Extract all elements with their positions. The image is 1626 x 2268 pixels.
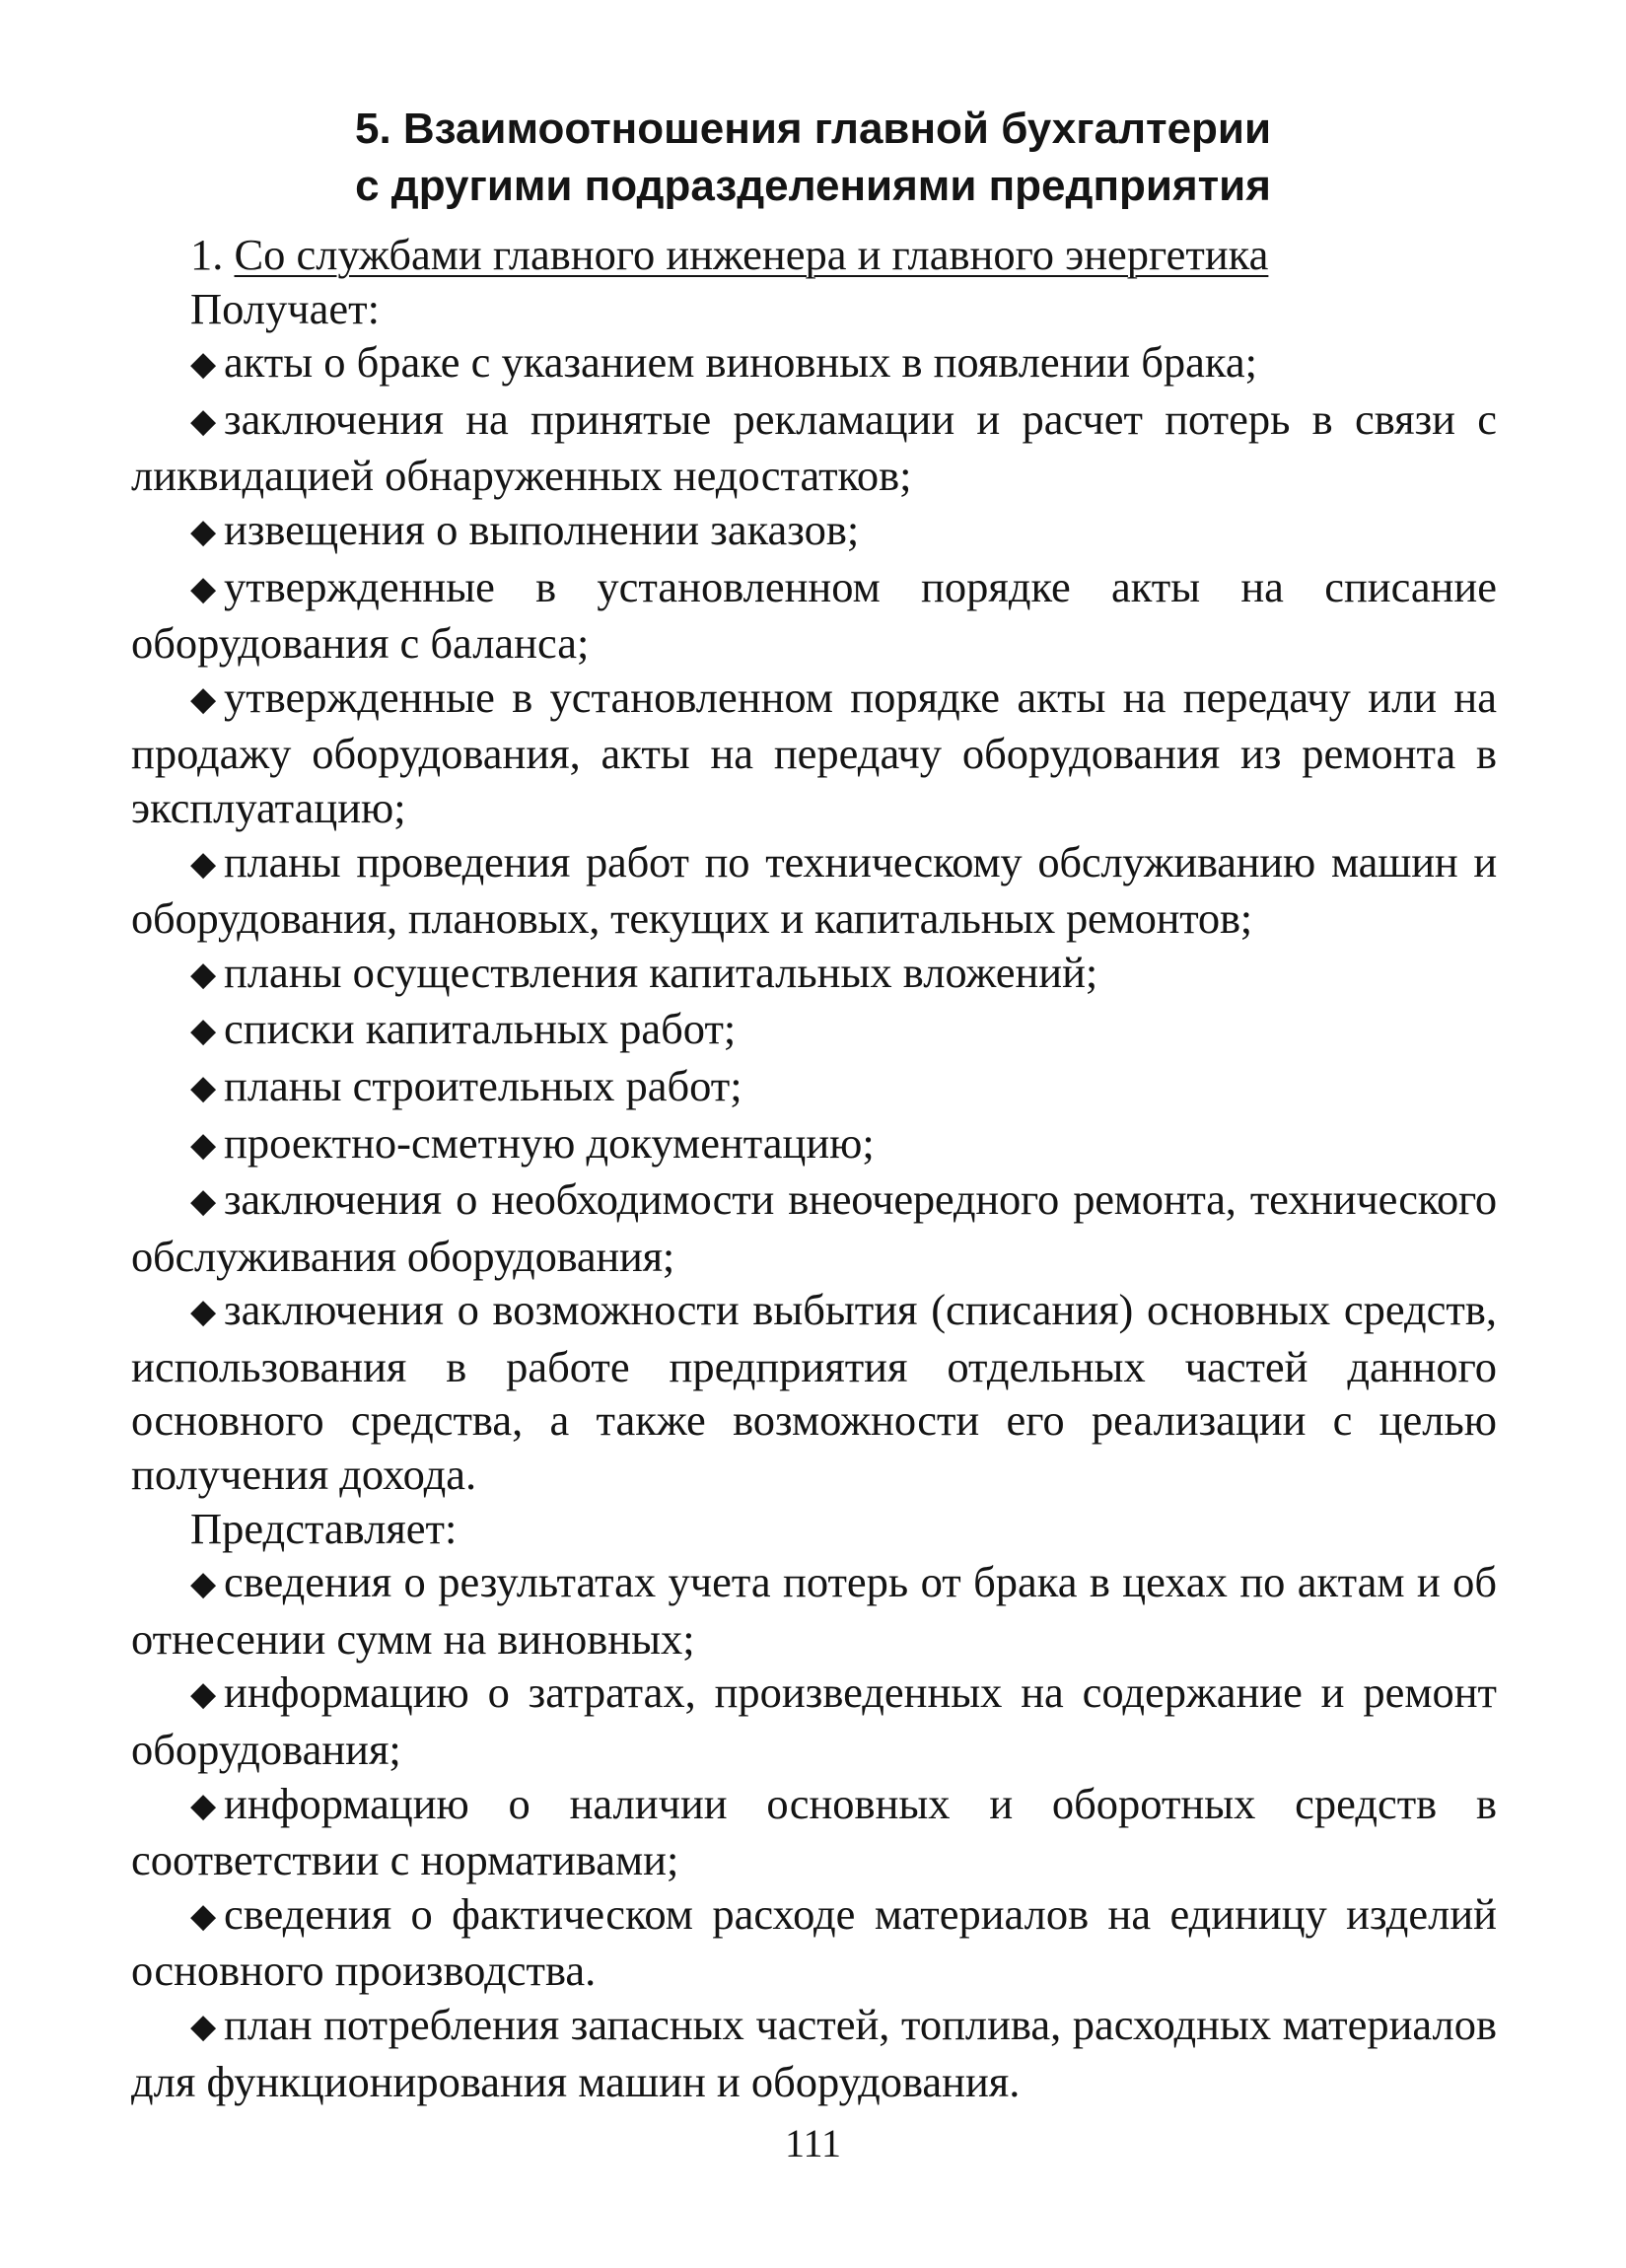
- document-body: [131, 228, 1497, 2108]
- provides-label: Представляет:: [190, 1503, 458, 1553]
- list-item: [131, 392, 1497, 503]
- diamond-bullet-icon: ◆: [190, 346, 217, 384]
- diamond-bullet-icon: ◆: [190, 1566, 217, 1603]
- receives-item-12: заключения о возможности выбытия (списания) основных средств, использования в работе предприятия отдельных частей данного основного средства, а также возможности его реализации с целью получения дохода.: [131, 1285, 1497, 1500]
- list-item: [131, 1555, 1497, 1666]
- receives-label: Получает:: [190, 283, 380, 333]
- list-item: [131, 1887, 1497, 1998]
- provides-item-5: план потребления запасных частей, топлива, расходных материалов для функционирования машин и оборудования.: [131, 2000, 1497, 2106]
- provides-item-3: информацию о наличии основных и оборотных средств в соответствии с нормативами;: [131, 1778, 1497, 1885]
- diamond-bullet-icon: ◆: [190, 570, 217, 607]
- list-item: [131, 946, 1497, 1003]
- receives-item-6: планы проведения работ по техническому обслуживанию машин и оборудования, плановых, текущих и капитальных ремонтов;: [131, 836, 1497, 944]
- receives-item-4: утвержденные в установленном порядке акты на списание оборудования с баланса;: [131, 561, 1497, 669]
- section-title: [131, 228, 1497, 282]
- diamond-bullet-icon: ◆: [190, 1126, 217, 1164]
- diamond-bullet-icon: ◆: [190, 956, 217, 993]
- provides-item-1: сведения о результатах учета потерь от брака в цехах по актам и об отнесении сумм на виновных;: [131, 1557, 1497, 1664]
- page-number: 111: [784, 2121, 842, 2165]
- provides-item-2: информацию о затратах, произведенных на содержание и ремонт оборудования;: [131, 1667, 1497, 1775]
- list-item: [131, 1002, 1497, 1059]
- list-item: [131, 1116, 1497, 1173]
- receives-item-10: проектно-сметную документацию;: [224, 1117, 875, 1168]
- list-item: [131, 335, 1497, 392]
- list-item: [131, 1172, 1497, 1283]
- list-item: [131, 671, 1497, 835]
- diamond-bullet-icon: ◆: [190, 1787, 217, 1824]
- receives-item-11: заключения о необходимости внеочередного ремонта, технического обслуживания оборудования;: [131, 1174, 1497, 1281]
- section-title-text: Со службами главного инженера и главного энергетика: [234, 230, 1269, 279]
- diamond-bullet-icon: ◆: [190, 1897, 217, 1935]
- heading-line-1: 5. Взаимоотношения главной бухгалтерии: [354, 105, 1272, 153]
- page-heading: [0, 101, 1626, 215]
- list-item: [131, 1283, 1497, 1501]
- diamond-bullet-icon: ◆: [190, 1676, 217, 1714]
- heading-line-2: с другими подразделениями предприятия: [355, 162, 1271, 210]
- list-item: [131, 503, 1497, 560]
- receives-item-1: акты о браке с указанием виновных в появлении брака;: [224, 337, 1257, 388]
- receives-item-2: заключения на принятые рекламации и расчет потерь в связи с ликвидацией обнаруженных недостатков;: [131, 393, 1497, 501]
- list-item: [131, 560, 1497, 671]
- diamond-bullet-icon: ◆: [190, 402, 217, 440]
- list-item: [131, 835, 1497, 946]
- diamond-bullet-icon: ◆: [190, 2009, 217, 2045]
- diamond-bullet-icon: ◆: [190, 845, 216, 883]
- diamond-bullet-icon: ◆: [190, 1294, 217, 1331]
- provides-item-4: сведения о фактическом расходе материалов на единицу изделий основного производства.: [131, 1888, 1497, 1996]
- receives-item-7: планы осуществления капитальных вложений;: [224, 947, 1098, 997]
- diamond-bullet-icon: ◆: [190, 513, 217, 550]
- diamond-bullet-icon: ◆: [190, 1013, 217, 1050]
- list-item: [131, 1777, 1497, 1887]
- receives-item-3: извещения о выполнении заказов;: [224, 504, 860, 554]
- list-item: [131, 1059, 1497, 1116]
- receives-item-9: планы строительных работ;: [224, 1060, 742, 1110]
- diamond-bullet-icon: ◆: [190, 1069, 217, 1106]
- receives-item-8: списки капитальных работ;: [224, 1004, 737, 1054]
- list-item: [131, 1998, 1497, 2108]
- diamond-bullet-icon: ◆: [190, 1183, 216, 1221]
- diamond-bullet-icon: ◆: [190, 680, 217, 718]
- receives-item-5: утвержденные в установленном порядке акты на передачу или на продажу оборудования, акты на передачу оборудования из ремонта в эксплуатацию;: [131, 672, 1497, 832]
- section-number: 1.: [190, 230, 224, 279]
- list-item: [131, 1666, 1497, 1776]
